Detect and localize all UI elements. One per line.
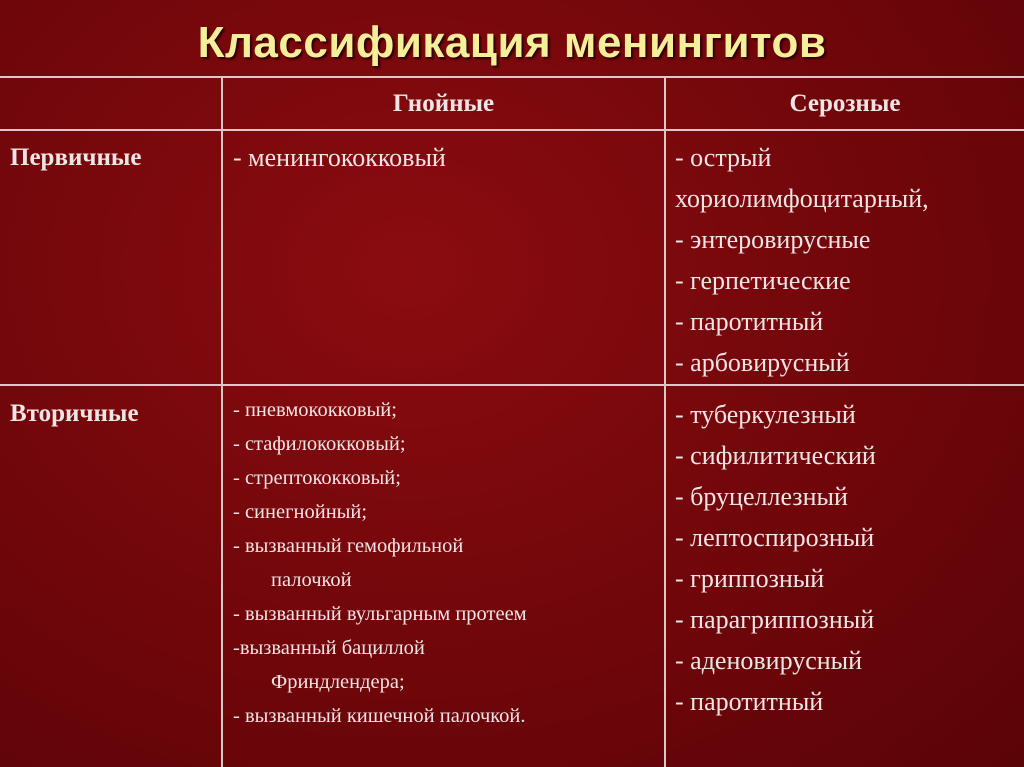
list-item: - лептоспирозный xyxy=(675,523,875,552)
column-header-purulent: Гнойные xyxy=(392,90,495,117)
list-item: - вызванный кишечной палочкой. xyxy=(233,705,526,727)
list-item: - паротитный xyxy=(675,307,824,336)
list-item: - аденовирусный xyxy=(675,646,863,675)
list-item: - вызванный гемофильной xyxy=(233,535,464,557)
list-item: - туберкулезный xyxy=(675,400,856,429)
row-header-secondary: Вторичные xyxy=(10,400,139,427)
list-item: - пневмококковый; xyxy=(233,399,397,421)
list-item: - менингококковый xyxy=(233,143,446,172)
list-item: - вызванный вульгарным протеем xyxy=(233,603,527,625)
list-item: - стрептококковый; xyxy=(233,467,401,489)
list-item: - гриппозный xyxy=(675,564,825,593)
list-item: - синегнойный; xyxy=(233,501,368,523)
list-item: Фриндлендера; xyxy=(271,671,405,693)
row-header-primary: Первичные xyxy=(10,144,142,171)
list-item: - острый xyxy=(675,143,772,172)
list-item: - арбовирусный xyxy=(675,348,850,377)
list-item: - стафилококковый; xyxy=(233,433,406,455)
list-item: - паротитный xyxy=(675,687,824,716)
primary-serous-cell xyxy=(675,137,929,383)
list-item: -вызванный бациллой xyxy=(233,637,425,659)
list-item: - сифилитический xyxy=(675,441,876,470)
list-item: - энтеровирусные xyxy=(675,225,871,254)
column-divider-2 xyxy=(664,76,666,767)
secondary-serous-cell xyxy=(675,394,876,722)
row-divider xyxy=(0,384,1024,386)
secondary-purulent-cell xyxy=(233,393,527,733)
list-item: - герпетические xyxy=(675,266,851,295)
table-top-border xyxy=(0,76,1024,78)
column-divider-1 xyxy=(221,76,223,767)
list-item: - бруцеллезный xyxy=(675,482,848,511)
list-item: палочкой xyxy=(271,569,352,591)
list-item: - парагриппозный xyxy=(675,605,875,634)
column-header-serous: Серозные xyxy=(789,90,901,117)
slide-title: Классификация менингитов xyxy=(197,18,827,67)
header-divider xyxy=(0,129,1024,131)
primary-purulent-cell xyxy=(233,137,446,178)
list-item: хориолимфоцитарный, xyxy=(675,184,929,213)
